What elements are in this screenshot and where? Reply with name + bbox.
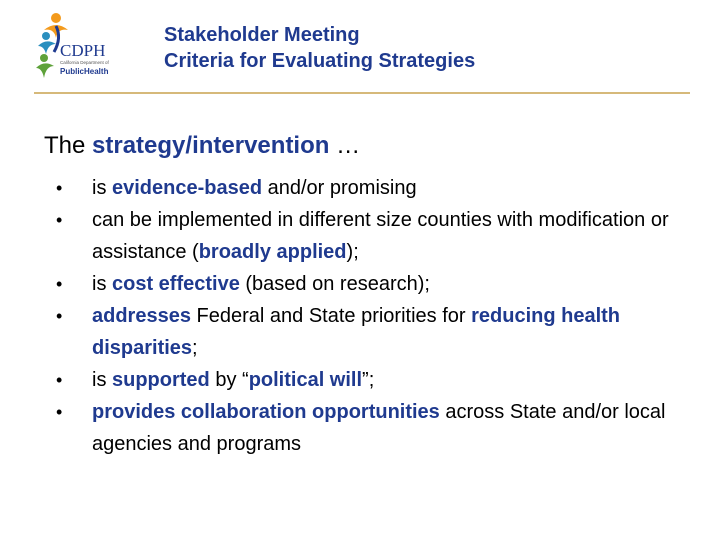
intro-prefix: The (44, 132, 93, 159)
criteria-text: ; (192, 337, 198, 359)
criteria-emphasis: addresses (92, 305, 191, 327)
criteria-emphasis: cost effective (112, 273, 240, 295)
criteria-text: ”; (362, 369, 375, 391)
criteria-text: is (92, 369, 112, 391)
criteria-text: can be implemented in different size counties with modification or assistance ( (92, 209, 669, 263)
criteria-text: Federal and State priorities for (190, 305, 472, 327)
criteria-emphasis: reducing health disparities (92, 305, 621, 359)
bullet-marker: • (56, 402, 63, 422)
cdph-logo (34, 8, 120, 84)
intro-line (44, 132, 360, 160)
bullet-marker: • (56, 370, 63, 390)
criteria-text: across State and/or local agencies and programs (92, 401, 666, 455)
criteria-text: (based on research); (239, 273, 430, 295)
header-divider (34, 92, 690, 94)
criteria-item (44, 204, 684, 268)
bullet-marker: • (56, 178, 63, 198)
bullet-marker: • (56, 306, 63, 326)
criteria-item (44, 364, 684, 396)
cdph-logo-graphic (34, 8, 120, 84)
criteria-text: ); (346, 241, 359, 263)
header-line-1: Stakeholder Meeting (164, 24, 360, 46)
slide-header (164, 22, 475, 74)
criteria-emphasis: evidence-based (112, 177, 263, 199)
bullet-marker: • (56, 274, 63, 294)
criteria-list (44, 172, 684, 460)
criteria-item (44, 300, 684, 364)
criteria-text: and/or promising (262, 177, 417, 199)
criteria-text: by “ (209, 369, 249, 391)
criteria-item (44, 268, 684, 300)
logo-bottom-text: PublicHealth (60, 67, 109, 76)
criteria-text: is (92, 177, 112, 199)
bullet-marker: • (56, 210, 63, 230)
intro-emphasis: strategy/intervention (92, 132, 330, 159)
logo-main-text: CDPH (60, 41, 106, 60)
header-line-2: Criteria for Evaluating Strategies (164, 50, 476, 72)
criteria-item (44, 396, 684, 460)
criteria-emphasis: provides collaboration opportunities (92, 401, 440, 423)
logo-sub-text: California Department of (60, 60, 109, 65)
criteria-emphasis: political will (248, 369, 363, 391)
criteria-emphasis: supported (112, 369, 210, 391)
criteria-emphasis: broadly applied (198, 241, 347, 263)
intro-suffix: … (329, 132, 361, 159)
criteria-text: is (92, 273, 112, 295)
criteria-item (44, 172, 684, 204)
